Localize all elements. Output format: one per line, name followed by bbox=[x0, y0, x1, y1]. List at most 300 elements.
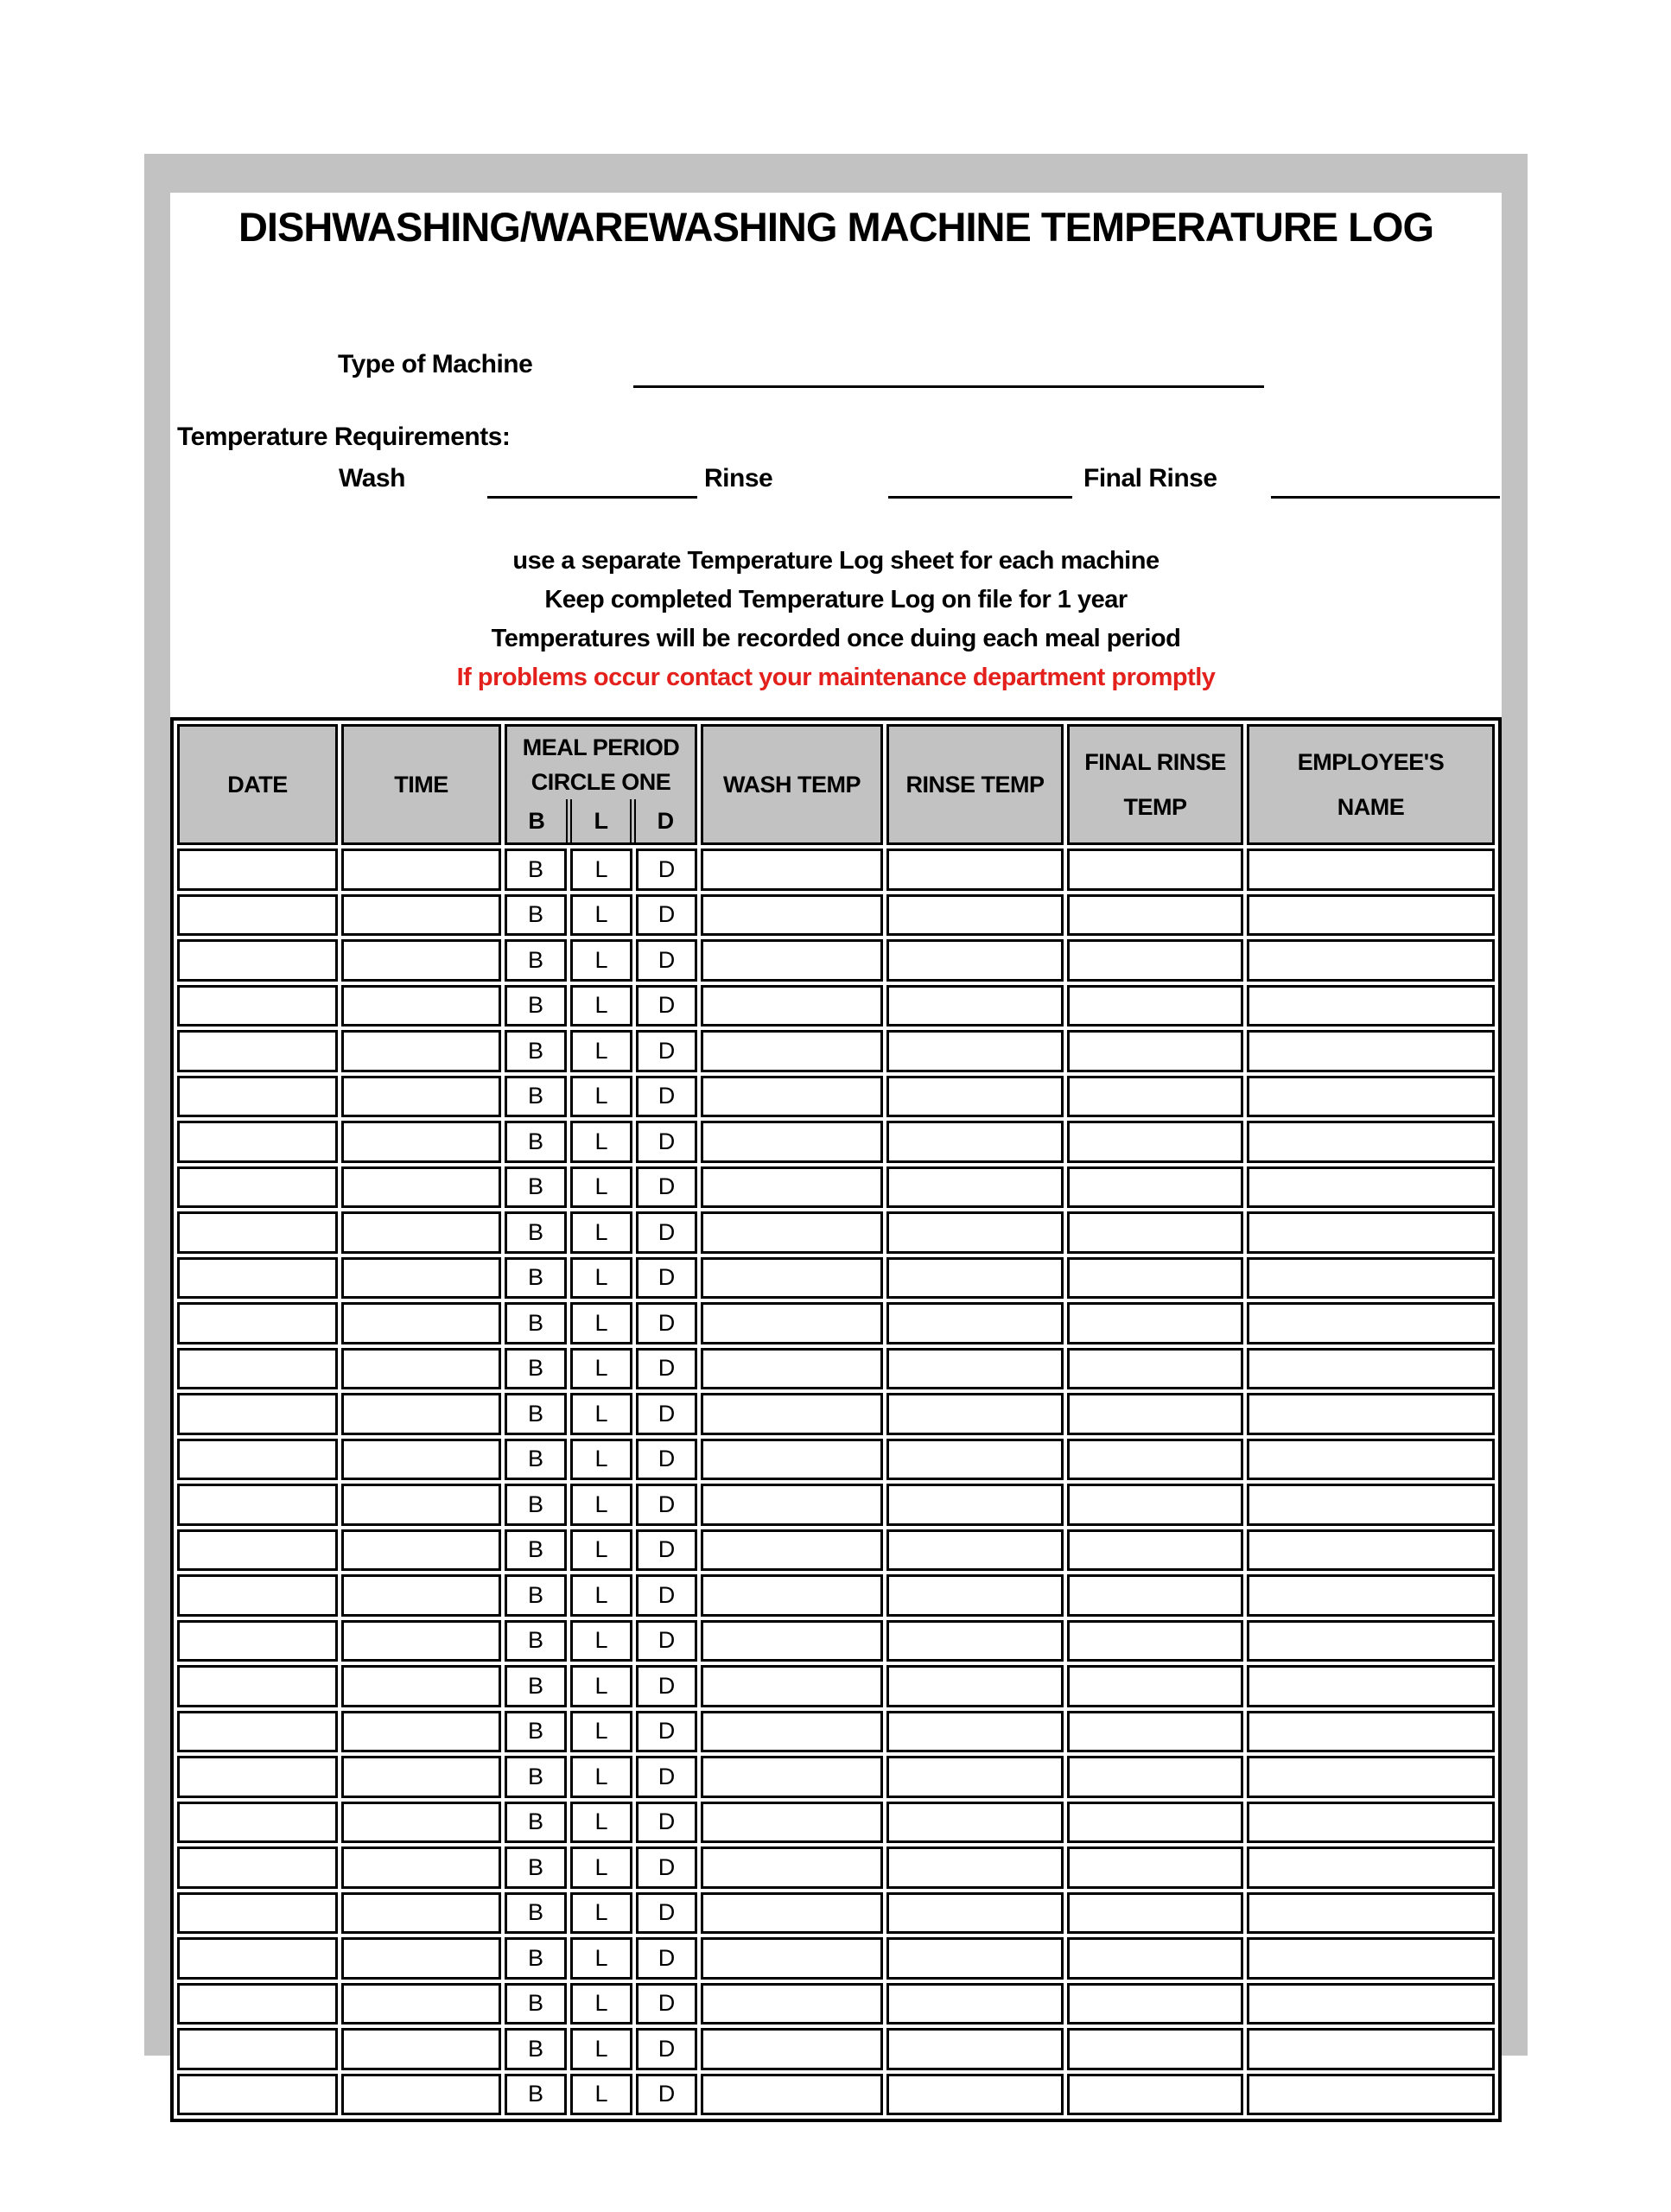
rinse-temp-cell[interactable] bbox=[886, 1847, 1064, 1889]
date-cell[interactable] bbox=[177, 939, 338, 982]
temp-requirements-label: Temperature Requirements: bbox=[177, 423, 511, 451]
meal-d-option[interactable]: D bbox=[636, 1348, 697, 1390]
meal-b-option[interactable]: B bbox=[505, 1166, 567, 1209]
time-cell[interactable] bbox=[341, 1892, 501, 1935]
col-header-employee-name: EMPLOYEE'S NAME bbox=[1247, 724, 1495, 845]
meal-b-option[interactable]: B bbox=[505, 2028, 567, 2070]
rinse-temp-cell[interactable] bbox=[886, 894, 1064, 937]
employee-name-cell[interactable] bbox=[1247, 1121, 1495, 1163]
meal-b-option[interactable]: B bbox=[505, 1393, 567, 1435]
table-row bbox=[177, 1620, 1495, 1662]
meal-b-option[interactable]: B bbox=[505, 1348, 567, 1390]
wash-temp-cell[interactable] bbox=[701, 985, 883, 1027]
meal-d-option[interactable]: D bbox=[636, 1302, 697, 1344]
meal-b-option[interactable]: B bbox=[505, 849, 567, 891]
meal-b-option[interactable]: B bbox=[505, 1076, 567, 1118]
log-table-body bbox=[177, 849, 1495, 2115]
wash-temp-cell[interactable] bbox=[701, 1620, 883, 1662]
rinse-input-line[interactable] bbox=[888, 467, 1072, 499]
employee-name-cell[interactable] bbox=[1247, 1211, 1495, 1254]
meal-d-option[interactable]: D bbox=[636, 1076, 697, 1118]
table-row bbox=[177, 1076, 1495, 1118]
wash-temp-cell[interactable] bbox=[701, 1348, 883, 1390]
final-rinse-temp-cell[interactable] bbox=[1067, 939, 1243, 982]
wash-temp-cell[interactable] bbox=[701, 1439, 883, 1481]
type-of-machine-label: Type of Machine bbox=[338, 350, 533, 378]
final-rinse-temp-cell[interactable] bbox=[1067, 1892, 1243, 1935]
wash-temp-cell[interactable] bbox=[701, 1484, 883, 1526]
meal-d-option[interactable]: D bbox=[636, 1847, 697, 1889]
meal-d-option[interactable]: D bbox=[636, 1030, 697, 1072]
wash-temp-cell[interactable] bbox=[701, 2074, 883, 2116]
meal-b-option[interactable]: B bbox=[505, 1257, 567, 1300]
wash-temp-cell[interactable] bbox=[701, 1802, 883, 1844]
date-cell[interactable] bbox=[177, 1529, 338, 1572]
table-row bbox=[177, 939, 1495, 982]
time-cell[interactable] bbox=[341, 1574, 501, 1617]
employee-name-cell[interactable] bbox=[1247, 1847, 1495, 1889]
rinse-temp-cell[interactable] bbox=[886, 1166, 1064, 1209]
meal-d-option[interactable]: D bbox=[636, 1802, 697, 1844]
meal-d-option[interactable]: D bbox=[636, 894, 697, 937]
meal-l-option[interactable]: L bbox=[570, 1121, 632, 1163]
final-rinse-temp-cell[interactable] bbox=[1067, 849, 1243, 891]
meal-l-option[interactable]: L bbox=[570, 1484, 632, 1526]
meal-l-option[interactable]: L bbox=[570, 939, 632, 982]
wash-temp-cell[interactable] bbox=[701, 1665, 883, 1707]
final-rinse-temp-cell[interactable] bbox=[1067, 1484, 1243, 1526]
time-cell[interactable] bbox=[341, 1620, 501, 1662]
final-rinse-temp-cell[interactable] bbox=[1067, 1983, 1243, 2025]
date-cell[interactable] bbox=[177, 1665, 338, 1707]
wash-temp-cell[interactable] bbox=[701, 1211, 883, 1254]
wash-temp-cell[interactable] bbox=[701, 1711, 883, 1753]
meal-d-option[interactable]: D bbox=[636, 1983, 697, 2025]
wash-input-line[interactable] bbox=[487, 467, 697, 499]
meal-b-option[interactable]: B bbox=[505, 1121, 567, 1163]
meal-l-option[interactable]: L bbox=[570, 1756, 632, 1798]
wash-temp-cell[interactable] bbox=[701, 1076, 883, 1118]
final-rinse-temp-cell[interactable] bbox=[1067, 1529, 1243, 1572]
rinse-temp-cell[interactable] bbox=[886, 1892, 1064, 1935]
date-cell[interactable] bbox=[177, 2074, 338, 2116]
table-row bbox=[177, 1439, 1495, 1481]
wash-temp-cell[interactable] bbox=[701, 1393, 883, 1435]
wash-temp-cell[interactable] bbox=[701, 939, 883, 982]
rinse-temp-cell[interactable] bbox=[886, 2028, 1064, 2070]
final-rinse-temp-cell[interactable] bbox=[1067, 2074, 1243, 2116]
time-cell[interactable] bbox=[341, 1484, 501, 1526]
date-cell[interactable] bbox=[177, 1574, 338, 1617]
meal-d-option[interactable]: D bbox=[636, 1121, 697, 1163]
date-cell[interactable] bbox=[177, 1937, 338, 1980]
meal-l-option[interactable]: L bbox=[570, 1257, 632, 1300]
employee-name-cell[interactable] bbox=[1247, 849, 1495, 891]
wash-temp-cell[interactable] bbox=[701, 1529, 883, 1572]
meal-b-option[interactable]: B bbox=[505, 1574, 567, 1617]
final-rinse-temp-cell[interactable] bbox=[1067, 1076, 1243, 1118]
table-row bbox=[177, 1529, 1495, 1572]
employee-name-cell[interactable] bbox=[1247, 1802, 1495, 1844]
time-cell[interactable] bbox=[341, 894, 501, 937]
date-cell[interactable] bbox=[177, 849, 338, 891]
rinse-temp-cell[interactable] bbox=[886, 2074, 1064, 2116]
rinse-temp-cell[interactable] bbox=[886, 849, 1064, 891]
wash-temp-cell[interactable] bbox=[701, 2028, 883, 2070]
time-cell[interactable] bbox=[341, 1711, 501, 1753]
employee-name-cell[interactable] bbox=[1247, 1574, 1495, 1617]
meal-l-option[interactable]: L bbox=[570, 1348, 632, 1390]
meal-l-option[interactable]: L bbox=[570, 1439, 632, 1481]
col-header-meal-period bbox=[505, 724, 697, 845]
wash-temp-cell[interactable] bbox=[701, 1166, 883, 1209]
time-cell[interactable] bbox=[341, 1665, 501, 1707]
final-rinse-temp-cell[interactable] bbox=[1067, 1302, 1243, 1344]
meal-l-option[interactable]: L bbox=[570, 894, 632, 937]
rinse-temp-cell[interactable] bbox=[886, 985, 1064, 1027]
date-cell[interactable] bbox=[177, 1030, 338, 1072]
time-cell[interactable] bbox=[341, 1166, 501, 1209]
wash-temp-cell[interactable] bbox=[701, 1937, 883, 1980]
rinse-temp-cell[interactable] bbox=[886, 1211, 1064, 1254]
meal-l-option[interactable]: L bbox=[570, 985, 632, 1027]
employee-name-cell[interactable] bbox=[1247, 1711, 1495, 1753]
meal-l-option[interactable]: L bbox=[570, 1393, 632, 1435]
date-cell[interactable] bbox=[177, 1439, 338, 1481]
meal-b-option[interactable]: B bbox=[505, 2074, 567, 2116]
meal-d-option[interactable]: D bbox=[636, 2028, 697, 2070]
employee-name-cell[interactable] bbox=[1247, 1665, 1495, 1707]
meal-b-option[interactable]: B bbox=[505, 1711, 567, 1753]
table-row bbox=[177, 1257, 1495, 1300]
meal-b-option[interactable]: B bbox=[505, 1439, 567, 1481]
meal-b-option[interactable]: B bbox=[505, 985, 567, 1027]
final-rinse-temp-cell[interactable] bbox=[1067, 1802, 1243, 1844]
date-cell[interactable] bbox=[177, 1393, 338, 1435]
final-rinse-temp-cell[interactable] bbox=[1067, 894, 1243, 937]
final-rinse-temp-cell[interactable] bbox=[1067, 985, 1243, 1027]
employee-name-cell[interactable] bbox=[1247, 1393, 1495, 1435]
rinse-temp-cell[interactable] bbox=[886, 1484, 1064, 1526]
rinse-temp-cell[interactable] bbox=[886, 1574, 1064, 1617]
meal-l-header: L bbox=[566, 799, 637, 842]
time-cell[interactable] bbox=[341, 985, 501, 1027]
rinse-temp-cell[interactable] bbox=[886, 939, 1064, 982]
time-cell[interactable] bbox=[341, 1211, 501, 1254]
col-header-rinse-temp: RINSE TEMP bbox=[886, 724, 1064, 845]
final-rinse-temp-cell[interactable] bbox=[1067, 1574, 1243, 1617]
meal-b-option[interactable]: B bbox=[505, 1030, 567, 1072]
rinse-temp-cell[interactable] bbox=[886, 1937, 1064, 1980]
time-cell[interactable] bbox=[341, 1439, 501, 1481]
table-row bbox=[177, 2028, 1495, 2070]
employee-name-cell[interactable] bbox=[1247, 1439, 1495, 1481]
date-cell[interactable] bbox=[177, 1166, 338, 1209]
meal-d-option[interactable]: D bbox=[636, 1439, 697, 1481]
date-cell[interactable] bbox=[177, 1711, 338, 1753]
employee-name-cell[interactable] bbox=[1247, 1348, 1495, 1390]
table-row bbox=[177, 1937, 1495, 1980]
col-header-wash-temp: WASH TEMP bbox=[701, 724, 883, 845]
meal-d-option[interactable]: D bbox=[636, 1756, 697, 1798]
time-cell[interactable] bbox=[341, 1983, 501, 2025]
meal-l-option[interactable]: L bbox=[570, 1711, 632, 1753]
date-cell[interactable] bbox=[177, 1802, 338, 1844]
wash-temp-cell[interactable] bbox=[701, 1302, 883, 1344]
date-cell[interactable] bbox=[177, 1620, 338, 1662]
time-cell[interactable] bbox=[341, 849, 501, 891]
meal-l-option[interactable]: L bbox=[570, 1211, 632, 1254]
meal-l-option[interactable]: L bbox=[570, 2074, 632, 2116]
meal-l-option[interactable]: L bbox=[570, 1802, 632, 1844]
time-cell[interactable] bbox=[341, 1529, 501, 1572]
time-cell[interactable] bbox=[341, 939, 501, 982]
time-cell[interactable] bbox=[341, 1121, 501, 1163]
table-row bbox=[177, 1030, 1495, 1072]
employee-name-cell[interactable] bbox=[1247, 1076, 1495, 1118]
meal-l-option[interactable]: L bbox=[570, 1620, 632, 1662]
meal-d-option[interactable]: D bbox=[636, 1665, 697, 1707]
rinse-temp-cell[interactable] bbox=[886, 1076, 1064, 1118]
employee-name-cell[interactable] bbox=[1247, 1620, 1495, 1662]
wash-temp-cell[interactable] bbox=[701, 849, 883, 891]
date-cell[interactable] bbox=[177, 1756, 338, 1798]
date-cell[interactable] bbox=[177, 1302, 338, 1344]
wash-temp-cell[interactable] bbox=[701, 894, 883, 937]
table-row bbox=[177, 1166, 1495, 1209]
meal-d-option[interactable]: D bbox=[636, 1484, 697, 1526]
table-row bbox=[177, 849, 1495, 891]
date-cell[interactable] bbox=[177, 1892, 338, 1935]
final-rinse-temp-cell[interactable] bbox=[1067, 1711, 1243, 1753]
meal-d-option[interactable]: D bbox=[636, 1620, 697, 1662]
page-frame bbox=[144, 154, 1528, 2107]
final-rinse-temp-cell[interactable] bbox=[1067, 1620, 1243, 1662]
date-cell[interactable] bbox=[177, 2028, 338, 2070]
table-row bbox=[177, 1847, 1495, 1889]
employee-name-cell[interactable] bbox=[1247, 1892, 1495, 1935]
wash-temp-cell[interactable] bbox=[701, 1892, 883, 1935]
meal-b-option[interactable]: B bbox=[505, 1665, 567, 1707]
rinse-temp-cell[interactable] bbox=[886, 1983, 1064, 2025]
employee-name-cell[interactable] bbox=[1247, 939, 1495, 982]
meal-b-option[interactable]: B bbox=[505, 1892, 567, 1935]
meal-l-option[interactable]: L bbox=[570, 1847, 632, 1889]
meal-d-option[interactable]: D bbox=[636, 2074, 697, 2116]
date-cell[interactable] bbox=[177, 1847, 338, 1889]
instruction-line-1: use a separate Temperature Log sheet for each machine bbox=[512, 547, 1160, 575]
time-cell[interactable] bbox=[341, 2074, 501, 2116]
rinse-temp-cell[interactable] bbox=[886, 1620, 1064, 1662]
final-rinse-temp-cell[interactable] bbox=[1067, 1257, 1243, 1300]
rinse-temp-cell[interactable] bbox=[886, 1030, 1064, 1072]
final-rinse-temp-cell[interactable] bbox=[1067, 1756, 1243, 1798]
employee-name-cell[interactable] bbox=[1247, 1983, 1495, 2025]
temperature-log-table bbox=[170, 717, 1502, 2122]
rinse-temp-cell[interactable] bbox=[886, 1302, 1064, 1344]
wash-temp-cell[interactable] bbox=[701, 1983, 883, 2025]
meal-d-option[interactable]: D bbox=[636, 1937, 697, 1980]
meal-letter-header-row bbox=[507, 799, 695, 842]
rinse-temp-cell[interactable] bbox=[886, 1665, 1064, 1707]
wash-temp-cell[interactable] bbox=[701, 1756, 883, 1798]
meal-d-option[interactable]: D bbox=[636, 1166, 697, 1209]
employee-name-cell[interactable] bbox=[1247, 1484, 1495, 1526]
meal-l-option[interactable]: L bbox=[570, 1529, 632, 1572]
wash-temp-cell[interactable] bbox=[701, 1574, 883, 1617]
table-row bbox=[177, 985, 1495, 1027]
time-cell[interactable] bbox=[341, 1257, 501, 1300]
time-cell[interactable] bbox=[341, 1348, 501, 1390]
date-cell[interactable] bbox=[177, 1484, 338, 1526]
date-cell[interactable] bbox=[177, 1121, 338, 1163]
rinse-temp-cell[interactable] bbox=[886, 1529, 1064, 1572]
table-row bbox=[177, 1665, 1495, 1707]
rinse-temp-cell[interactable] bbox=[886, 1393, 1064, 1435]
time-cell[interactable] bbox=[341, 1756, 501, 1798]
meal-b-option[interactable]: B bbox=[505, 1529, 567, 1572]
time-cell[interactable] bbox=[341, 1393, 501, 1435]
employee-name-cell[interactable] bbox=[1247, 985, 1495, 1027]
time-cell[interactable] bbox=[341, 1076, 501, 1118]
date-cell[interactable] bbox=[177, 1257, 338, 1300]
wash-temp-cell[interactable] bbox=[701, 1257, 883, 1300]
type-of-machine-input-line[interactable] bbox=[633, 357, 1264, 388]
final-rinse-temp-cell[interactable] bbox=[1067, 1121, 1243, 1163]
meal-d-option[interactable]: D bbox=[636, 1529, 697, 1572]
time-cell[interactable] bbox=[341, 1302, 501, 1344]
meal-l-option[interactable]: L bbox=[570, 2028, 632, 2070]
wash-temp-cell[interactable] bbox=[701, 1121, 883, 1163]
header-row bbox=[177, 724, 1495, 845]
meal-l-option[interactable]: L bbox=[570, 1937, 632, 1980]
time-cell[interactable] bbox=[341, 1847, 501, 1889]
meal-b-option[interactable]: B bbox=[505, 1983, 567, 2025]
meal-period-label-line1: MEAL PERIOD bbox=[522, 734, 680, 760]
final-rinse-temp-cell[interactable] bbox=[1067, 1439, 1243, 1481]
date-cell[interactable] bbox=[177, 985, 338, 1027]
meal-l-option[interactable]: L bbox=[570, 1076, 632, 1118]
col-header-time: TIME bbox=[341, 724, 501, 845]
rinse-temp-cell[interactable] bbox=[886, 1439, 1064, 1481]
meal-b-option[interactable]: B bbox=[505, 1847, 567, 1889]
employee-name-cell[interactable] bbox=[1247, 1302, 1495, 1344]
time-cell[interactable] bbox=[341, 1030, 501, 1072]
rinse-label: Rinse bbox=[704, 464, 773, 493]
meal-l-option[interactable]: L bbox=[570, 849, 632, 891]
meal-d-option[interactable]: D bbox=[636, 849, 697, 891]
meal-d-option[interactable]: D bbox=[636, 939, 697, 982]
meal-d-option[interactable]: D bbox=[636, 1892, 697, 1935]
meal-l-option[interactable]: L bbox=[570, 1665, 632, 1707]
final-rinse-temp-cell[interactable] bbox=[1067, 2028, 1243, 2070]
final-rinse-temp-cell[interactable] bbox=[1067, 1030, 1243, 1072]
date-cell[interactable] bbox=[177, 1348, 338, 1390]
instruction-line-3: Temperatures will be recorded once duing each meal period bbox=[491, 625, 1181, 652]
employee-name-cell[interactable] bbox=[1247, 2074, 1495, 2116]
rinse-temp-cell[interactable] bbox=[886, 1121, 1064, 1163]
meal-b-option[interactable]: B bbox=[505, 1484, 567, 1526]
date-cell[interactable] bbox=[177, 1076, 338, 1118]
meal-b-option[interactable]: B bbox=[505, 939, 567, 982]
meal-l-option[interactable]: L bbox=[570, 1166, 632, 1209]
meal-b-option[interactable]: B bbox=[505, 1302, 567, 1344]
table-row bbox=[177, 1756, 1495, 1798]
meal-l-option[interactable]: L bbox=[570, 1892, 632, 1935]
table-row bbox=[177, 1802, 1495, 1844]
date-cell[interactable] bbox=[177, 1211, 338, 1254]
rinse-temp-cell[interactable] bbox=[886, 1711, 1064, 1753]
employee-name-cell[interactable] bbox=[1247, 1529, 1495, 1572]
meal-d-option[interactable]: D bbox=[636, 1711, 697, 1753]
rinse-temp-cell[interactable] bbox=[886, 1802, 1064, 1844]
meal-b-option[interactable]: B bbox=[505, 1620, 567, 1662]
meal-d-option[interactable]: D bbox=[636, 1574, 697, 1617]
document-page bbox=[170, 193, 1502, 2107]
meal-d-option[interactable]: D bbox=[636, 1257, 697, 1300]
meal-d-option[interactable]: D bbox=[636, 1211, 697, 1254]
meal-l-option[interactable]: L bbox=[570, 1574, 632, 1617]
date-cell[interactable] bbox=[177, 894, 338, 937]
wash-temp-cell[interactable] bbox=[701, 1847, 883, 1889]
meal-l-option[interactable]: L bbox=[570, 1983, 632, 2025]
meal-b-option[interactable]: B bbox=[505, 1937, 567, 1980]
table-row bbox=[177, 1348, 1495, 1390]
final-rinse-temp-cell[interactable] bbox=[1067, 1937, 1243, 1980]
table-row bbox=[177, 1574, 1495, 1617]
table-row bbox=[177, 1484, 1495, 1526]
employee-name-cell[interactable] bbox=[1247, 1257, 1495, 1300]
employee-name-cell[interactable] bbox=[1247, 1937, 1495, 1980]
table-row bbox=[177, 2074, 1495, 2116]
meal-d-option[interactable]: D bbox=[636, 1393, 697, 1435]
wash-temp-cell[interactable] bbox=[701, 1030, 883, 1072]
meal-b-header: B bbox=[528, 807, 545, 834]
table-row bbox=[177, 1121, 1495, 1163]
date-cell[interactable] bbox=[177, 1983, 338, 2025]
table-row bbox=[177, 1711, 1495, 1753]
meal-b-option[interactable]: B bbox=[505, 1211, 567, 1254]
meal-d-header: D bbox=[657, 807, 674, 834]
final-rinse-temp-cell[interactable] bbox=[1067, 1847, 1243, 1889]
rinse-temp-cell[interactable] bbox=[886, 1756, 1064, 1798]
meal-b-option[interactable]: B bbox=[505, 894, 567, 937]
rinse-temp-cell[interactable] bbox=[886, 1348, 1064, 1390]
table-row bbox=[177, 1983, 1495, 2025]
final-rinse-temp-cell[interactable] bbox=[1067, 1166, 1243, 1209]
employee-name-cell[interactable] bbox=[1247, 1166, 1495, 1209]
meal-l-option[interactable]: L bbox=[570, 1030, 632, 1072]
employee-name-cell[interactable] bbox=[1247, 2028, 1495, 2070]
time-cell[interactable] bbox=[341, 1802, 501, 1844]
final-rinse-temp-cell[interactable] bbox=[1067, 1665, 1243, 1707]
time-cell[interactable] bbox=[341, 1937, 501, 1980]
final-rinse-temp-cell[interactable] bbox=[1067, 1348, 1243, 1390]
employee-name-cell[interactable] bbox=[1247, 1030, 1495, 1072]
meal-b-option[interactable]: B bbox=[505, 1802, 567, 1844]
time-cell[interactable] bbox=[341, 2028, 501, 2070]
employee-name-cell[interactable] bbox=[1247, 1756, 1495, 1798]
meal-d-option[interactable]: D bbox=[636, 985, 697, 1027]
employee-name-cell[interactable] bbox=[1247, 894, 1495, 937]
instruction-line-2: Keep completed Temperature Log on file for 1 year bbox=[544, 586, 1128, 613]
meal-l-option[interactable]: L bbox=[570, 1302, 632, 1344]
rinse-temp-cell[interactable] bbox=[886, 1257, 1064, 1300]
final-rinse-temp-cell[interactable] bbox=[1067, 1393, 1243, 1435]
final-rinse-temp-cell[interactable] bbox=[1067, 1211, 1243, 1254]
final-rinse-input-line[interactable] bbox=[1271, 467, 1500, 499]
meal-b-option[interactable]: B bbox=[505, 1756, 567, 1798]
